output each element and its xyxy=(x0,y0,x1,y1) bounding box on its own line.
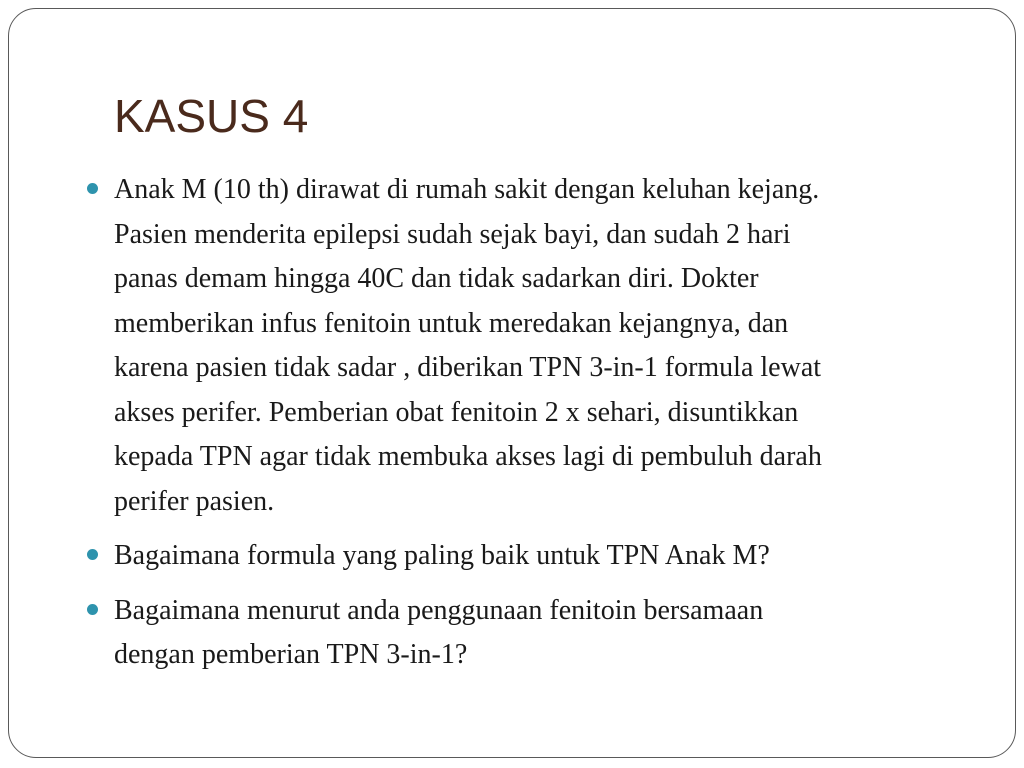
bullet-item-question-formula xyxy=(114,534,974,579)
bullet-text: Anak M (10 th) dirawat di rumah sakit dengan keluhan kejang. Pasien menderita epilepsi sudah sejak bayi, dan sudah 2 hari panas demam hingga 40C dan tidak sadarkan diri. Dokter memberikan infus fenitoin untuk meredakan kejangnya, dan karena pasien tidak sadar , diberikan TPN 3-in-1 formula lewat akses perifer. Pemberian obat fenitoin 2 x sehari, disuntikkan kepada TPN agar tidak membuka akses lagi di pembuluh darah perifer pasien. xyxy=(114,174,822,517)
bullet-text: Bagaimana formula yang paling baik untuk TPN Anak M? xyxy=(114,540,770,571)
bullet-text: Bagaimana menurut anda penggunaan fenitoin bersamaan dengan pemberian TPN 3-in-1? xyxy=(114,594,764,670)
bullet-item-case-description xyxy=(114,168,974,524)
bullet-dot-icon xyxy=(87,604,98,615)
bullet-dot-icon xyxy=(87,549,98,560)
slide-title: KASUS 4 xyxy=(114,90,309,142)
bullet-dot-icon xyxy=(87,183,98,194)
bullet-list xyxy=(114,168,974,688)
bullet-item-question-phenytoin xyxy=(114,589,974,678)
